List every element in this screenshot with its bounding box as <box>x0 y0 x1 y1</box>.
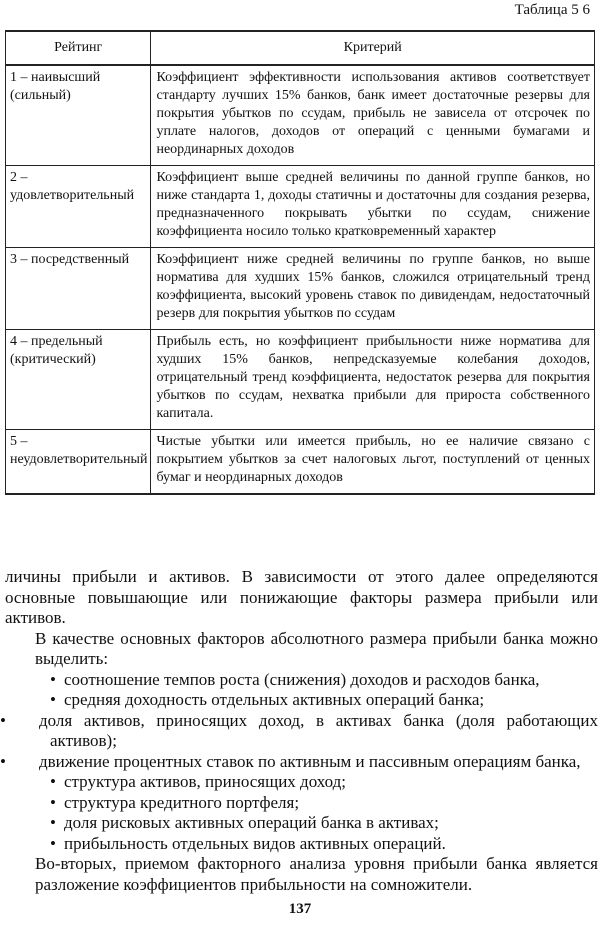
list-item <box>30 793 598 814</box>
table-row <box>6 65 595 166</box>
criterion-cell: Чистые убытки или имеется прибыль, но ее наличие связано с покрытием убытков за счет налоговых льгот, поступлений от ценных бумаг и неординарных доходов <box>151 430 595 495</box>
list-item-text: движение процентных ставок по активным и пассивным операциям банка, <box>39 751 581 771</box>
table-caption: Таблица 5 6 <box>514 2 590 18</box>
list-item-text: доля рисковых активных операций банка в активах; <box>64 813 439 832</box>
factors-intro-paragraph <box>35 629 598 670</box>
table-header-row <box>6 31 595 65</box>
continuation-paragraph: личины прибыли и активов. В зависимости от этого далее определяются основные повышающие или понижающие факторы размера прибыли или активов. <box>5 567 598 627</box>
body-text <box>0 567 598 895</box>
header-rating: Рейтинг <box>6 31 151 65</box>
list-item-text: соотношение темпов роста (снижения) доходов и расходов банка, <box>64 669 540 689</box>
bullet-icon: • <box>0 751 6 771</box>
bullet-icon: • <box>50 833 56 853</box>
list-item-text: структура кредитного портфеля; <box>64 792 300 812</box>
list-item <box>30 813 598 834</box>
table-row <box>6 248 595 330</box>
criterion-cell: Коэффициент эффективности использования активов соответствует стандарту лучших 15% банков, банк имеет достаточные резервы для покрытия убытков по ссудам, прибыль не зависела от отсрочек по уплате налогов, доходов от операций с ценными бумагами и неординарных доходов <box>151 65 595 166</box>
closing-paragraph <box>35 854 598 895</box>
page-number: 137 <box>288 901 312 917</box>
list-item-text: средняя доходность отдельных активных операций банка; <box>64 690 485 709</box>
rating-cell: 3 – посредственный <box>6 248 151 330</box>
bullet-icon: • <box>0 710 6 730</box>
list-item <box>30 834 598 855</box>
bullet-icon: • <box>50 690 56 709</box>
rating-cell: 1 – наивысший (сильный) <box>6 65 151 166</box>
rating-table <box>5 30 595 495</box>
list-item <box>0 751 598 773</box>
rating-cell: 4 – предельный (критический) <box>6 330 151 430</box>
list-item <box>30 670 598 691</box>
table-row <box>6 430 595 495</box>
list-item-text: структура активов, приносящих доход; <box>64 772 347 791</box>
header-criterion: Критерий <box>151 31 595 65</box>
criterion-cell: Прибыль есть, но коэффициент прибыльности ниже норматива для худших 15% банков, непредсказуемые колебания доходов, отрицательный тренд коэффициента, недостаток резерва для покрытия убытков по ссудам, нехватка прибыли для прироста собственного капитала. <box>151 330 595 430</box>
list-item-text: доля активов, приносящих доход, в активах банка (доля работающих активов); <box>39 710 598 750</box>
factors-intro-text: В качестве основных факторов абсолютного размера прибыли банка можно выделить: <box>35 628 598 668</box>
list-item <box>0 710 598 752</box>
rating-cell: 2 – удовлетворительный <box>6 166 151 248</box>
bullet-icon: • <box>50 772 56 791</box>
bullet-icon: • <box>50 669 56 689</box>
closing-text: Во-вторых, приемом факторного анализа уровня прибыли банка является разложение коэффициентов прибыльности на сомножители. <box>35 854 598 894</box>
list-item <box>30 772 598 793</box>
bullet-icon: • <box>50 813 56 832</box>
factors-list <box>0 669 598 855</box>
table-row <box>6 166 595 248</box>
rating-cell: 5 – неудовлетворительный <box>6 430 151 495</box>
table-row <box>6 330 595 430</box>
criterion-cell: Коэффициент выше средней величины по данной группе банков, но ниже стандарта 1, доходы статичны и достаточны для создания резерва, предназначенного покрывать убытки по ссудам, снижение коэффициента носило только кратковременный характер <box>151 166 595 248</box>
bullet-icon: • <box>50 792 56 812</box>
criterion-cell: Коэффициент ниже средней величины по группе банков, но выше норматива для худших 15% банков, сложился отрицательный тренд коэффициента, высокий уровень ставок по дивидендам, недостаточный резерв для покрытия убытков по ссудам <box>151 248 595 330</box>
list-item <box>30 690 598 711</box>
list-item-text: прибыльность отдельных видов активных операций. <box>64 833 446 853</box>
